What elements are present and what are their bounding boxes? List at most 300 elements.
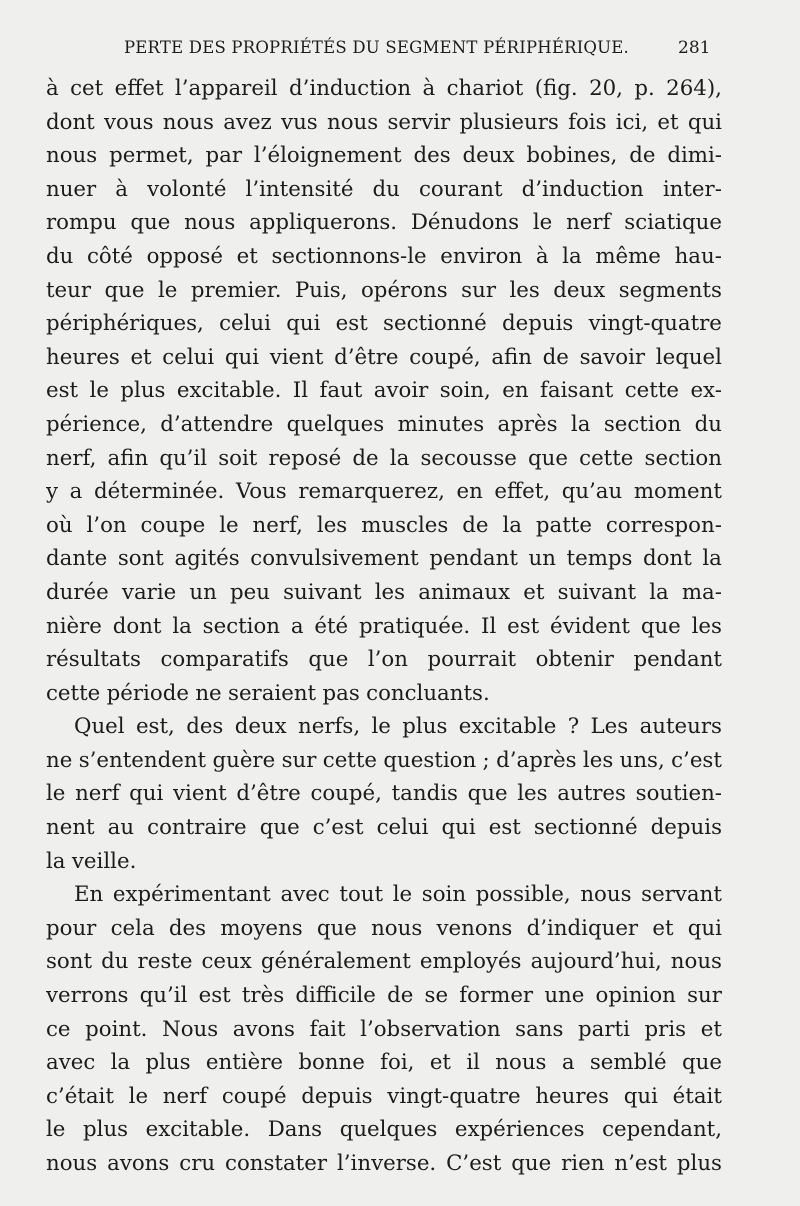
word: la [702, 546, 722, 572]
word: suivant [283, 579, 362, 605]
word: teur [46, 277, 92, 303]
word: excitable. [145, 1117, 251, 1143]
word: ? [567, 714, 580, 740]
word: soin [421, 882, 467, 908]
word: les [374, 579, 406, 605]
word: expérimentant [112, 882, 271, 908]
word: section [603, 411, 682, 437]
text-line [46, 1147, 722, 1181]
word: ce [46, 1016, 71, 1042]
word: le [371, 714, 391, 740]
text-line [46, 878, 722, 912]
text-line [46, 979, 722, 1013]
word: et [657, 109, 679, 135]
word: cette [322, 747, 378, 773]
text-line [46, 374, 722, 408]
text-line [46, 106, 722, 140]
word: du [694, 411, 722, 437]
word: l’appareil [174, 76, 278, 101]
word: à [535, 243, 549, 269]
text-line [46, 509, 722, 543]
word: celui [162, 344, 215, 370]
text-line [46, 710, 722, 744]
word: lequel [655, 344, 722, 370]
word: 264), [666, 76, 722, 101]
word: de [462, 512, 489, 538]
text-line [46, 442, 722, 476]
word: vient [269, 344, 324, 370]
word: est [507, 613, 540, 639]
word: les [509, 277, 540, 303]
word: que [467, 781, 508, 807]
word: qui [441, 815, 476, 841]
word: ex- [690, 378, 722, 404]
text-line [46, 1080, 722, 1114]
word: constater [225, 1151, 328, 1176]
word: nous [46, 1151, 98, 1176]
word: coupé, [409, 344, 481, 370]
word: s’entendent [78, 747, 207, 773]
word: et [652, 915, 674, 941]
word: le [46, 1117, 66, 1143]
word: varie [121, 579, 177, 605]
text-line [46, 274, 722, 308]
word: bobines, [526, 143, 618, 169]
word: d’induction [288, 76, 412, 101]
word: moment [633, 479, 722, 505]
word: en [456, 479, 483, 505]
word: de [387, 983, 414, 1009]
word: a [561, 1050, 575, 1076]
word: cette [624, 378, 680, 404]
word: pourrait [427, 647, 517, 673]
text-line [46, 945, 722, 979]
word: dont [46, 109, 95, 135]
word: sont [46, 949, 93, 975]
word: tout [339, 882, 384, 908]
word: agités [174, 546, 240, 572]
word: pas [322, 680, 360, 706]
text-line [46, 811, 722, 845]
word: les [517, 781, 548, 807]
word: où [46, 512, 73, 538]
word: cru [179, 1151, 216, 1176]
word: rien [561, 1151, 605, 1176]
word: C’est [446, 1151, 502, 1176]
word: nuer [46, 176, 97, 202]
word: employés [419, 949, 522, 975]
word: nous [371, 915, 423, 941]
word: qui [129, 781, 164, 807]
word: qui [286, 311, 321, 337]
word: nerf [162, 1083, 208, 1109]
word: au [107, 815, 135, 841]
word: convulsivement [250, 546, 419, 572]
text-line [46, 744, 722, 778]
word: d’être [236, 781, 301, 807]
word: foi, [380, 1050, 415, 1076]
word: plus [402, 714, 448, 740]
word: et [523, 579, 545, 605]
word: les [316, 512, 348, 538]
text-line [46, 139, 722, 173]
word: et [236, 243, 258, 269]
word: le [128, 1083, 149, 1109]
text-line [46, 542, 722, 576]
word: faut [319, 378, 363, 404]
word: permet, [109, 143, 194, 169]
text-line [46, 912, 722, 946]
word: résultats [46, 647, 141, 673]
word: Dénudons [410, 210, 520, 236]
word: des [186, 714, 224, 740]
word: est [488, 815, 521, 841]
word: celui [219, 311, 271, 337]
word: Nous [162, 1016, 219, 1042]
word: plusieurs [459, 109, 559, 135]
text-line [46, 777, 722, 811]
word: ; [482, 747, 490, 773]
word: plus [676, 1151, 722, 1176]
word: les [582, 747, 614, 773]
word: deux [553, 277, 606, 303]
word: En [74, 882, 104, 908]
word: guère [212, 747, 276, 773]
word: des [168, 915, 207, 941]
word: c’était [46, 1083, 114, 1109]
word: période [106, 680, 189, 706]
word: plus [83, 1117, 129, 1143]
word: dante [46, 546, 108, 572]
word: que [682, 1050, 722, 1076]
word: nous [327, 109, 379, 135]
word: l’on [367, 647, 408, 673]
word: verrons [46, 983, 129, 1009]
word: celui [376, 815, 429, 841]
word: d’après [496, 747, 577, 773]
text-line [46, 1013, 722, 1047]
word: effet, [494, 479, 551, 505]
text-line [46, 610, 722, 644]
word: plus [145, 1050, 191, 1076]
word: bonne [298, 1050, 365, 1076]
word: ne [195, 680, 222, 706]
word: du [46, 243, 74, 269]
word: des [413, 143, 451, 169]
word: former [459, 983, 534, 1009]
word: correspon- [605, 512, 722, 538]
word: section [644, 445, 722, 471]
word: le [532, 210, 553, 236]
word: sans [515, 1016, 564, 1042]
text-line [46, 1046, 722, 1080]
word: dont [112, 613, 162, 639]
word: qui [224, 344, 260, 370]
word: veille. [71, 848, 137, 874]
word: Dans [267, 1117, 323, 1143]
word: durée [46, 579, 109, 605]
word: en [502, 378, 529, 404]
word: nous [162, 109, 214, 135]
word: l’on [86, 512, 127, 538]
body-text [46, 72, 722, 1181]
text-line [46, 173, 722, 207]
word: et [429, 1050, 451, 1076]
page-number: 281 [678, 38, 711, 58]
word: et [700, 1016, 722, 1042]
word: opérons [360, 277, 448, 303]
word: évident [550, 613, 630, 639]
word: difficile [295, 983, 376, 1009]
word: nous [670, 949, 722, 975]
word: vous [104, 109, 154, 135]
word: premier. [190, 277, 282, 303]
word: a [69, 479, 83, 505]
word: expériences [454, 1117, 585, 1143]
word: sciatique [624, 210, 722, 236]
word: aujourd’hui, [530, 949, 662, 975]
word: uns, [619, 747, 665, 773]
word: à [422, 76, 436, 101]
word: 20, [589, 76, 623, 101]
text-line [46, 408, 722, 442]
word: venons [436, 915, 513, 941]
word: cependant, [602, 1117, 722, 1143]
word: Il [481, 613, 497, 639]
word: la [649, 579, 669, 605]
word: même [595, 243, 661, 269]
word: un [189, 579, 217, 605]
word: minutes [397, 411, 485, 437]
word: appliquerons. [249, 210, 398, 236]
word: sur [687, 983, 722, 1009]
word: du [101, 949, 129, 975]
word: qui [687, 109, 722, 135]
text-line [46, 643, 722, 677]
word: l’inverse. [336, 1151, 437, 1176]
word: était [672, 1083, 722, 1109]
word: soin, [439, 378, 491, 404]
word: de [542, 344, 569, 370]
word: autres [557, 781, 626, 807]
word: y [46, 479, 59, 505]
word: a [290, 613, 304, 639]
word: que [259, 815, 300, 841]
word: patte [535, 512, 592, 538]
word: nous [580, 882, 632, 908]
word: comparatifs [160, 647, 289, 673]
word: est [46, 378, 79, 404]
word: fait [309, 1016, 346, 1042]
word: ici, [615, 109, 649, 135]
word: pendant [633, 647, 722, 673]
word: effet [114, 76, 164, 101]
word: périphériques, [46, 311, 204, 337]
word: que [308, 647, 349, 673]
word: cela [110, 915, 155, 941]
word: depuis [301, 1083, 373, 1109]
text-line [46, 475, 722, 509]
word: la [502, 512, 522, 538]
word: la [110, 1050, 131, 1076]
word: la [46, 848, 66, 874]
word: inter- [662, 176, 722, 202]
word: depuis [501, 311, 574, 337]
word: p. [634, 76, 655, 101]
word: très [241, 983, 285, 1009]
word: Il [292, 378, 309, 404]
word: le [219, 512, 239, 538]
word: qu’il [139, 983, 188, 1009]
word: nerf [75, 781, 120, 807]
word: sur [281, 747, 317, 773]
text-line [46, 677, 722, 711]
word: avez [223, 109, 272, 135]
word: heures [46, 344, 120, 370]
word: pratiquée. [358, 613, 471, 639]
word: suivant [557, 579, 637, 605]
word: sur [461, 277, 496, 303]
word: déterminée. [93, 479, 225, 505]
text-line [46, 341, 722, 375]
word: tandis [391, 781, 458, 807]
word: d’induction [521, 176, 644, 202]
word: le [46, 781, 66, 807]
text-line [46, 576, 722, 610]
word: Vous [235, 479, 287, 505]
word: qu’il [159, 445, 208, 471]
word: vus [281, 109, 318, 135]
word: contraire [147, 815, 247, 841]
word: nerf [566, 210, 611, 236]
word: afin [107, 445, 149, 471]
word: auteurs [639, 714, 722, 740]
word: fois [568, 109, 607, 135]
word: hau- [674, 243, 722, 269]
word: avec [46, 1050, 96, 1076]
word: vingt-quatre [588, 311, 722, 337]
word: à [46, 76, 59, 101]
word: possible, [475, 882, 571, 908]
word: à [115, 176, 128, 202]
word: vingt-quatre [387, 1083, 521, 1109]
word: plus [120, 378, 166, 404]
word: la [172, 613, 192, 639]
word: que [511, 1151, 552, 1176]
word: obtenir [535, 647, 614, 673]
text-line [46, 206, 722, 240]
word: deux [462, 143, 515, 169]
word: est [198, 983, 231, 1009]
word: point. [85, 1016, 148, 1042]
word: n’est [614, 1151, 667, 1176]
word: nière [46, 613, 102, 639]
word: avec [280, 882, 330, 908]
word: afin [491, 344, 532, 370]
word: cet [70, 76, 104, 101]
word: l’intensité [245, 176, 354, 202]
word: nous [46, 143, 98, 169]
text-line [46, 307, 722, 341]
word: concluants. [366, 680, 490, 706]
word: et [130, 344, 152, 370]
word: servir [387, 109, 451, 135]
word: le [157, 277, 178, 303]
word: nous [495, 1050, 547, 1076]
word: d’indiquer [526, 915, 639, 941]
word: c’est [312, 815, 364, 841]
word: animaux [418, 579, 511, 605]
word: deux [234, 714, 287, 740]
word: été [314, 613, 349, 639]
word: muscles [361, 512, 449, 538]
page-header [0, 30, 800, 60]
word: la [570, 411, 591, 437]
word: servant [641, 882, 722, 908]
word: entière [205, 1050, 283, 1076]
word: sectionné [383, 311, 487, 337]
word: que [316, 915, 357, 941]
word: une [544, 983, 585, 1009]
word: périence, [46, 411, 147, 437]
word: excitable [458, 714, 557, 740]
text-line [46, 240, 722, 274]
word: seraient [228, 680, 317, 706]
word: l’éloignement [253, 143, 402, 169]
word: les [691, 613, 722, 639]
word: l’observation [360, 1016, 501, 1042]
word: remarquerez, [298, 479, 445, 505]
word: que [104, 277, 145, 303]
word: de [352, 445, 379, 471]
word: secousse [420, 445, 517, 471]
word: reposé [268, 445, 342, 471]
word: d’attendre [160, 411, 274, 437]
word: savoir [579, 344, 646, 370]
word: cette [46, 680, 101, 706]
word: nous [184, 210, 236, 236]
word: nerfs, [298, 714, 361, 740]
word: sectionné [533, 815, 638, 841]
word: depuis [650, 815, 722, 841]
word: Puis, [294, 277, 348, 303]
word: ceux [201, 949, 252, 975]
word: se [424, 983, 449, 1009]
word: courant [418, 176, 503, 202]
word: nerf, [46, 445, 97, 471]
word: excitable. [176, 378, 282, 404]
word: le [89, 378, 109, 404]
word: soutien- [635, 781, 722, 807]
word: que [130, 210, 171, 236]
word: heures [535, 1083, 610, 1109]
word: question [383, 747, 477, 773]
word: pris [644, 1016, 687, 1042]
word: dimi- [667, 143, 722, 169]
word: vient [173, 781, 227, 807]
word: faisant [540, 378, 614, 404]
word: ma- [681, 579, 722, 605]
word: pendant [429, 546, 518, 572]
word: ne [46, 747, 73, 773]
word: de [629, 143, 656, 169]
word: environ [440, 243, 523, 269]
word: la [562, 243, 582, 269]
word: parti [578, 1016, 630, 1042]
text-line [46, 72, 722, 106]
word: que [640, 613, 681, 639]
word: après [497, 411, 558, 437]
